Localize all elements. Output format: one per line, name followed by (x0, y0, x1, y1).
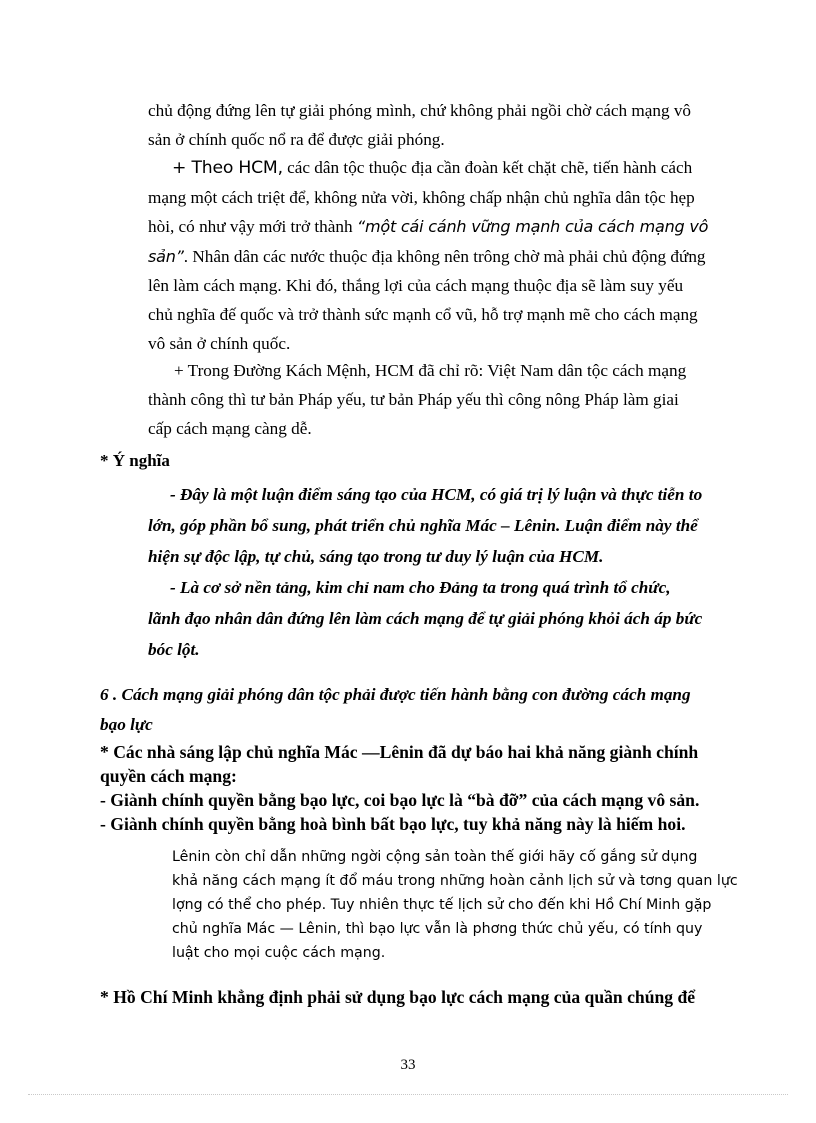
bullet-line: bóc lột. (148, 640, 200, 659)
bullet-line: lớn, góp phần bổ sung, phát triển chủ nghĩa Mác – Lênin. Luận điểm này thể (148, 516, 698, 535)
text-line: lên làm cách mạng. Khi đó, thắng lợi của cách mạng thuộc địa sẽ làm suy yếu (148, 275, 684, 295)
page-number: 33 (400, 1057, 416, 1073)
heading-line: bạo lực (100, 715, 153, 734)
text-line: khả năng cách mạng ít đổ máu trong những hoàn cảnh lịch sử và tơng quan lực (172, 873, 738, 889)
text-line: sản”. Nhân dân các nước thuộc địa không nên trông chờ mà phải chủ động đứng (148, 246, 706, 266)
text-line: hòi, có như vậy mới trở thành “một cái cánh vững mạnh của cách mạng vô (148, 217, 709, 237)
text-line: chủ nghĩa Mác — Lênin, thì bạo lực vẫn là phơng thức chủ yếu, có tính quy (172, 921, 703, 937)
section-heading-y-nghia: * Ý nghĩa (100, 451, 170, 470)
statement-line: - Giành chính quyền bằng bạo lực, coi bạo lực là “bà đỡ” của cách mạng vô sản. (100, 790, 700, 810)
text-line: thành công thì tư bản Pháp yếu, tư bản Pháp yếu thì công nông Pháp làm giai (148, 390, 679, 410)
paragraph-1 (148, 96, 778, 154)
y-nghia-bullets (148, 479, 788, 665)
text-line: luật cho mọi cuộc cách mạng. (172, 945, 386, 961)
bullet-line: - Đây là một luận điểm sáng tạo của HCM, có giá trị lý luận và thực tiễn to (170, 485, 703, 504)
section-6-heading (100, 680, 790, 740)
text-line: + Theo HCM, các dân tộc thuộc địa cần đoàn kết chặt chẽ, tiến hành cách (172, 158, 693, 178)
heading-line: 6 . Cách mạng giải phóng dân tộc phải được tiến hành bằng con đường cách mạng (100, 685, 691, 704)
lenin-paragraph (172, 845, 768, 965)
text-line: chủ nghĩa đế quốc và trở thành sức mạnh cổ vũ, hỗ trợ mạnh mẽ cho cách mạng (148, 305, 698, 325)
paragraph-2 (148, 153, 778, 358)
bullet-line: lãnh đạo nhân dân đứng lên làm cách mạng để tự giải phóng khỏi ách áp bức (148, 609, 703, 628)
text-line: + Trong Đường Kách Mệnh, HCM đã chỉ rõ: Việt Nam dân tộc cách mạng (174, 361, 687, 380)
text-line: vô sản ở chính quốc. (148, 334, 291, 354)
section-6-last-line: * Hồ Chí Minh khẳng định phải sử dụng bạo lực cách mạng của quần chúng để (100, 987, 696, 1007)
paragraph-3 (148, 356, 778, 444)
statement-line: * Các nhà sáng lập chủ nghĩa Mác —Lênin đã dự báo hai khả năng giành chính (100, 742, 699, 762)
text-line: chủ động đứng lên tự giải phóng mình, chứ không phải ngồi chờ cách mạng vô (148, 101, 692, 120)
bullet-line: hiện sự độc lập, tự chủ, sáng tạo trong tư duy lý luận của HCM. (148, 547, 604, 566)
text-line: mạng một cách triệt để, không nửa vời, không chấp nhận chủ nghĩa dân tộc hẹp (148, 188, 695, 208)
text-line: Lênin còn chỉ dẫn những ngời cộng sản toàn thế giới hãy cố gắng sử dụng (172, 849, 698, 865)
text-line: lợng có thể cho phép. Tuy nhiên thực tế lịch sử cho đến khi Hồ Chí Minh gặp (172, 897, 712, 913)
footer-divider (28, 1094, 788, 1095)
quote-text: “một cái cánh vững mạnh của cách mạng vô (356, 217, 709, 237)
text-line: sản ở chính quốc nổ ra để được giải phóng. (148, 130, 445, 150)
statement-line: - Giành chính quyền bằng hoà bình bất bạo lực, tuy khả năng này là hiếm hoi. (100, 814, 686, 834)
statement-line: quyền cách mạng: (100, 766, 237, 786)
text-line: cấp cách mạng càng dễ. (148, 419, 312, 439)
section-6-statements (100, 740, 790, 836)
bullet-line: - Là cơ sở nền tảng, kim chỉ nam cho Đảng ta trong quá trình tổ chức, (170, 578, 671, 597)
